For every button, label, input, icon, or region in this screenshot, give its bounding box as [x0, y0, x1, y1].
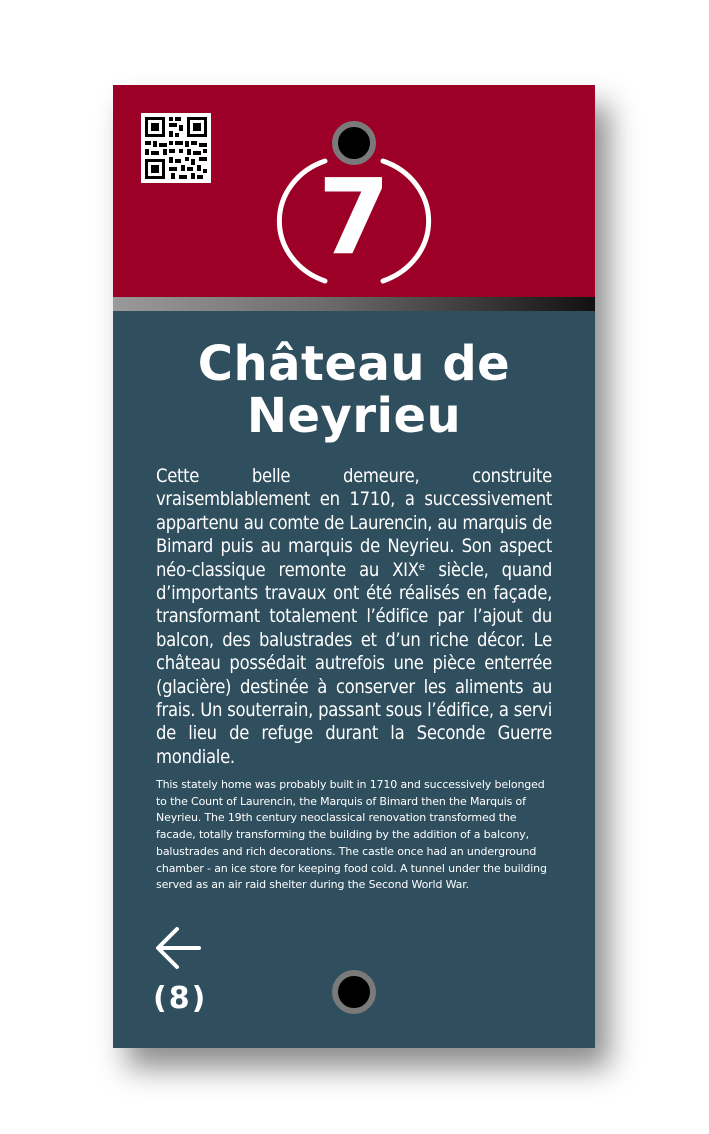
qr-code-icon	[141, 113, 211, 183]
stop-number: 7	[317, 156, 391, 278]
bevel-divider	[113, 297, 595, 311]
french-description: Cette belle demeure, construite vraisemblablement en 1710, a successivement appartenu au comte de Laurencin, au marquis de Bimard puis au marquis de Neyrieu. Son aspect néo-classique remonte au XIXᵉ siècle, quand d’importants travaux ont été réalisés en façade, transformant totalement l’édifice par l’ajout du balcon, des balustrades et d’un riche décor. Le château possédait autrefois une pièce enterrée (glacière) destinée à conserver les aliments au frais. Un souterrain, passant sous l’édifice, a servi de lieu de refuge durant la Seconde Guerre mondiale.	[156, 466, 552, 768]
sign-title: Château de Neyrieu	[197, 336, 511, 444]
english-description: This stately home was probably built in 1710 and successively belonged to the Count of Laurencin, the Marquis of Bimard then the Marquis of Neyrieu. The 19th century neoclassical renovation transformed the facade, totally transforming the building by the addition of a balcony, balustrades and rich decorations. The castle once had an underground chamber - an ice store for keeping food cold. A tunnel under the building served as an air raid shelter during the Second World War.	[156, 778, 547, 892]
arrow-left-icon	[153, 923, 203, 973]
mounting-hole	[332, 970, 376, 1014]
information-sign	[113, 85, 595, 1048]
next-stop-label: (8)	[153, 981, 208, 1016]
sign-header	[113, 85, 595, 297]
